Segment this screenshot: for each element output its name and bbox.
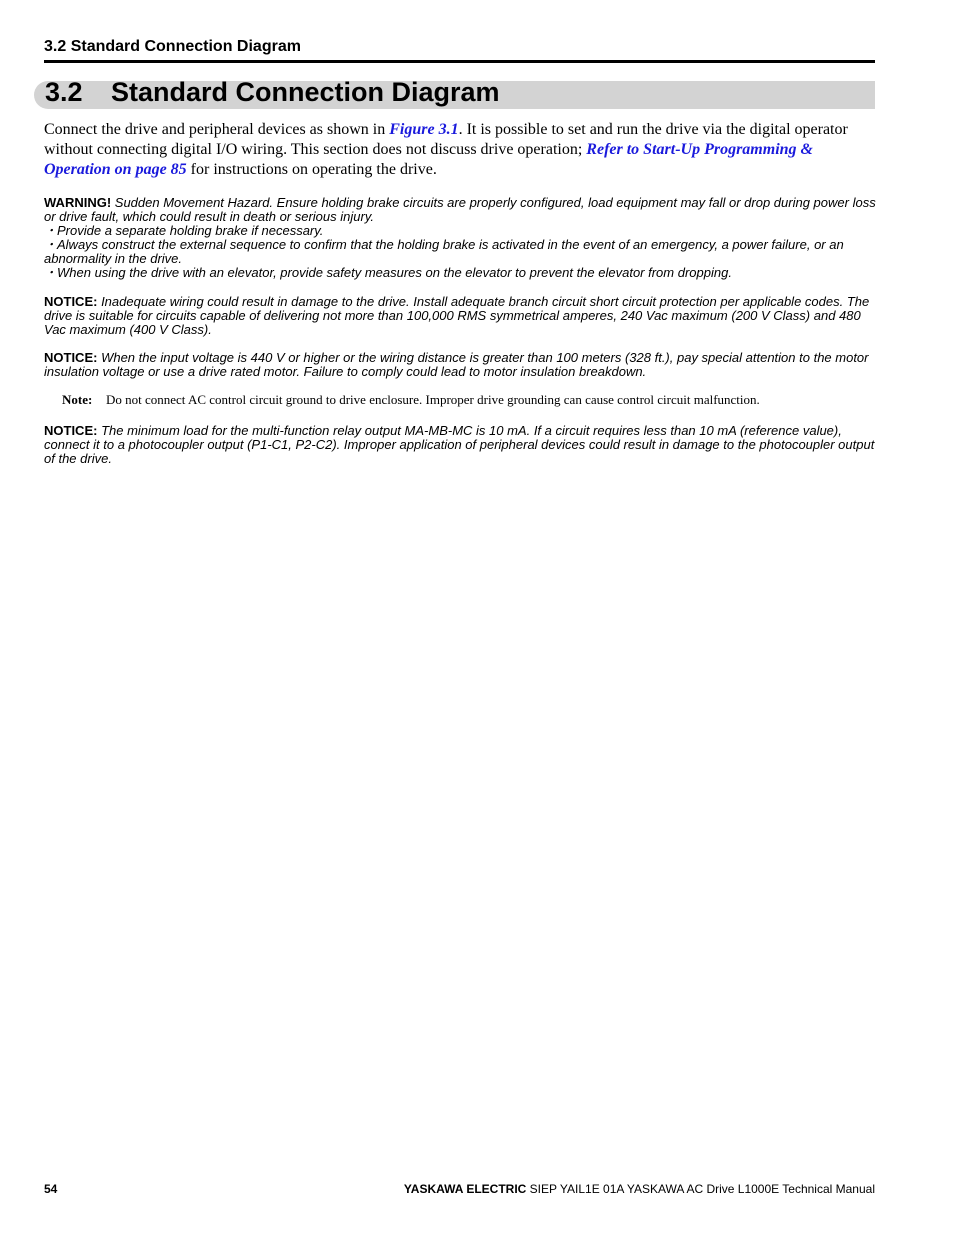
- notice-label: NOTICE:: [44, 423, 98, 438]
- running-header: 3.2 Standard Connection Diagram: [44, 38, 301, 55]
- warning-label: WARNING!: [44, 195, 112, 210]
- warning-block: [44, 196, 880, 280]
- warning-bullet: ・Always construct the external sequence to confirm that the holding brake is activated in the event of an emergency, a power failure, or an abnormality in the drive.: [44, 237, 844, 266]
- intro-text-2: . It is possible to set and run the drive via the digital operator without connecting digital I/O wiring. This section does not discuss drive operation;: [44, 121, 848, 158]
- footer-text: [404, 1182, 875, 1196]
- notice-label: NOTICE:: [44, 294, 98, 309]
- notice-label: NOTICE:: [44, 350, 98, 365]
- refer-to-link[interactable]: Refer to Start-Up Programming & Operation on page 85: [44, 141, 813, 178]
- intro-text-1: Connect the drive and peripheral devices as shown in: [44, 121, 390, 138]
- notice-text: When the input voltage is 440 V or higher or the wiring distance is greater than 100 meters (328 ft.), pay special attention to the motor insulation voltage or use a drive rated motor. Failure to comply could lead to motor insulation breakdown.: [44, 350, 869, 379]
- warning-line: [44, 196, 880, 224]
- note-label: Note:: [62, 392, 93, 407]
- notice-block: [44, 424, 880, 466]
- notice-block: [44, 295, 880, 337]
- notice-text: Inadequate wiring could result in damage to the drive. Install adequate branch circuit short circuit protection per applicable codes. The drive is suitable for circuits capable of delivering not more than 100,000 RMS symmetrical amperes, 240 Vac maximum (200 V Class) and 480 Vac maximum (400 V Class).: [44, 294, 870, 337]
- notice-block: [44, 351, 880, 379]
- footer-brand: YASKAWA ELECTRIC: [403, 1182, 527, 1196]
- section-number: 3.2: [45, 77, 83, 107]
- note-block: [62, 392, 875, 408]
- intro-paragraph: [44, 120, 875, 180]
- warning-bullet: ・Provide a separate holding brake if necessary.: [44, 223, 324, 238]
- figure-link[interactable]: Figure 3.1: [389, 121, 459, 138]
- header-rule: [44, 60, 875, 63]
- warning-text: Sudden Movement Hazard. Ensure holding brake circuits are properly configured, load equipment may fall or drop during power loss or drive fault, which could result in death or serious injury.: [44, 195, 876, 224]
- note-text: Do not connect AC control circuit ground to drive enclosure. Improper drive grounding can cause control circuit malfunction.: [106, 392, 760, 407]
- intro-text-3: for instructions on operating the drive.: [186, 161, 437, 178]
- footer-manual-title: SIEP YAIL1E 01A YASKAWA AC Drive L1000E Technical Manual: [526, 1182, 875, 1196]
- warning-bullet: ・When using the drive with an elevator, provide safety measures on the elevator to prevent the elevator from dropping.: [44, 265, 732, 280]
- notice-text: The minimum load for the multi-function relay output MA-MB-MC is 10 mA. If a circuit requires less than 10 mA (reference value), connect it to a photocoupler output (P1-C1, P2-C2). Improper application of peripheral devices could result in damage to the photocoupler output of the drive.: [44, 423, 875, 466]
- page-number: 54: [44, 1182, 58, 1196]
- section-title: Standard Connection Diagram: [111, 77, 500, 107]
